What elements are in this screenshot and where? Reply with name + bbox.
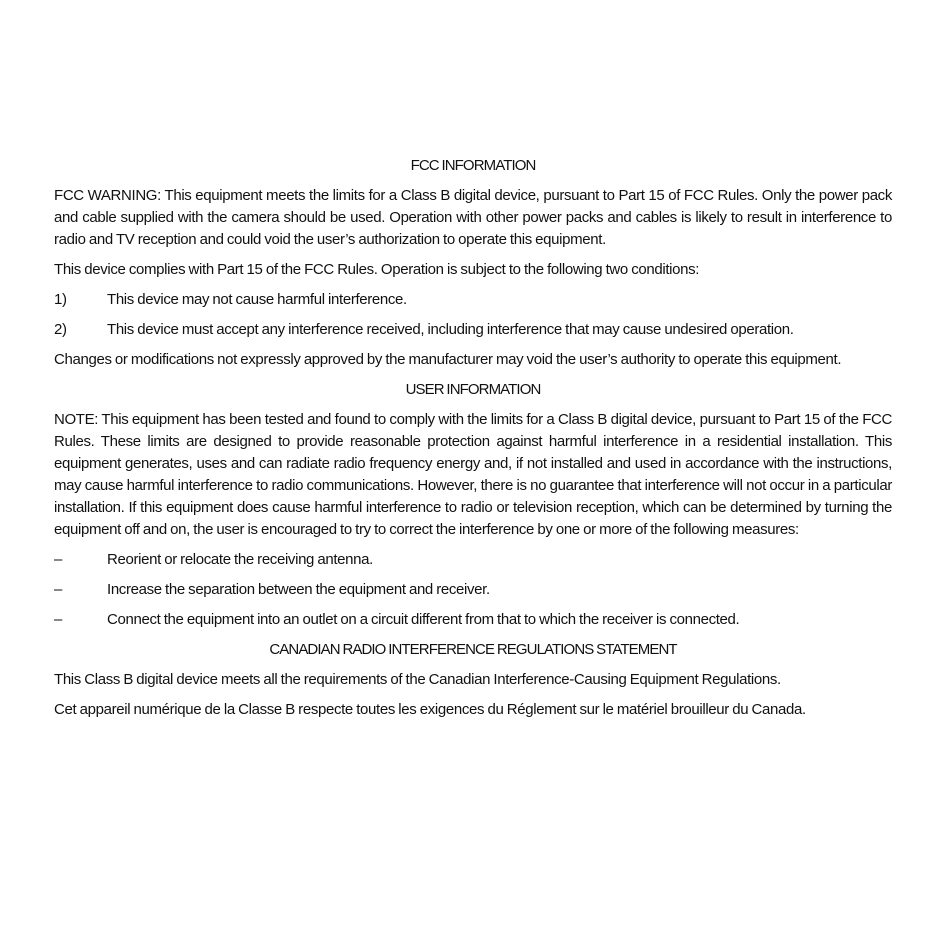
condition-text: This device must accept any interference received, including interference that may cause undesired operation. bbox=[107, 321, 794, 338]
document-page bbox=[54, 155, 892, 729]
fcc-warning-paragraph: FCC WARNING: This equipment meets the limits for a Class B digital device, pursuant to Part 15 of FCC Rules. Only the power pack and cable supplied with the camera should be used. Operation with other power packs and cables is likely to result in interference to radio and TV reception and could void the user’s authorization to operate this equipment. bbox=[54, 187, 892, 248]
measure-marker: – bbox=[54, 551, 62, 568]
canadian-french-paragraph: Cet appareil numérique de la Classe B respecte toutes les exigences du Réglement sur le matériel brouilleur du Canada. bbox=[54, 701, 806, 718]
condition-item-1 bbox=[54, 289, 892, 311]
user-information-heading: USER INFORMATION bbox=[405, 381, 541, 398]
measure-item-3 bbox=[54, 609, 892, 631]
fcc-changes-paragraph: Changes or modifications not expressly approved by the manufacturer may void the user’s authority to operate this equipment. bbox=[54, 351, 842, 368]
measure-marker: – bbox=[54, 611, 62, 628]
fcc-compliance-paragraph: This device complies with Part 15 of the FCC Rules. Operation is subject to the following two conditions: bbox=[54, 261, 700, 278]
measure-item-2 bbox=[54, 579, 892, 601]
measure-marker: – bbox=[54, 581, 62, 598]
measure-item-1 bbox=[54, 549, 892, 571]
condition-text: This device may not cause harmful interference. bbox=[107, 291, 407, 308]
condition-item-2 bbox=[54, 319, 892, 341]
measure-text: Reorient or relocate the receiving antenna. bbox=[107, 551, 373, 568]
measure-text: Increase the separation between the equipment and receiver. bbox=[107, 581, 490, 598]
canadian-english-paragraph: This Class B digital device meets all the requirements of the Canadian Interference-Causing Equipment Regulations. bbox=[54, 671, 781, 688]
measure-text: Connect the equipment into an outlet on a circuit different from that to which the receiver is connected. bbox=[107, 611, 740, 628]
canadian-regulations-heading: CANADIAN RADIO INTERFERENCE REGULATIONS STATEMENT bbox=[269, 641, 677, 658]
user-note-paragraph: NOTE: This equipment has been tested and found to comply with the limits for a Class B digital device, pursuant to Part 15 of the FCC Rules. These limits are designed to provide reasonable protection against harmful interference in a residential installation. This equipment generates, uses and can radiate radio frequency energy and, if not installed and used in accordance with the instructions, may cause harmful interference to radio communications. However, there is no guarantee that interference will not occur in a particular installation. If this equipment does cause harmful interference to radio or television reception, which can be determined by turning the equipment off and on, the user is encouraged to try to correct the interference by one or more of the following measures: bbox=[54, 411, 892, 538]
condition-marker: 2) bbox=[54, 321, 67, 338]
condition-marker: 1) bbox=[54, 291, 67, 308]
fcc-information-heading: FCC INFORMATION bbox=[410, 157, 536, 174]
